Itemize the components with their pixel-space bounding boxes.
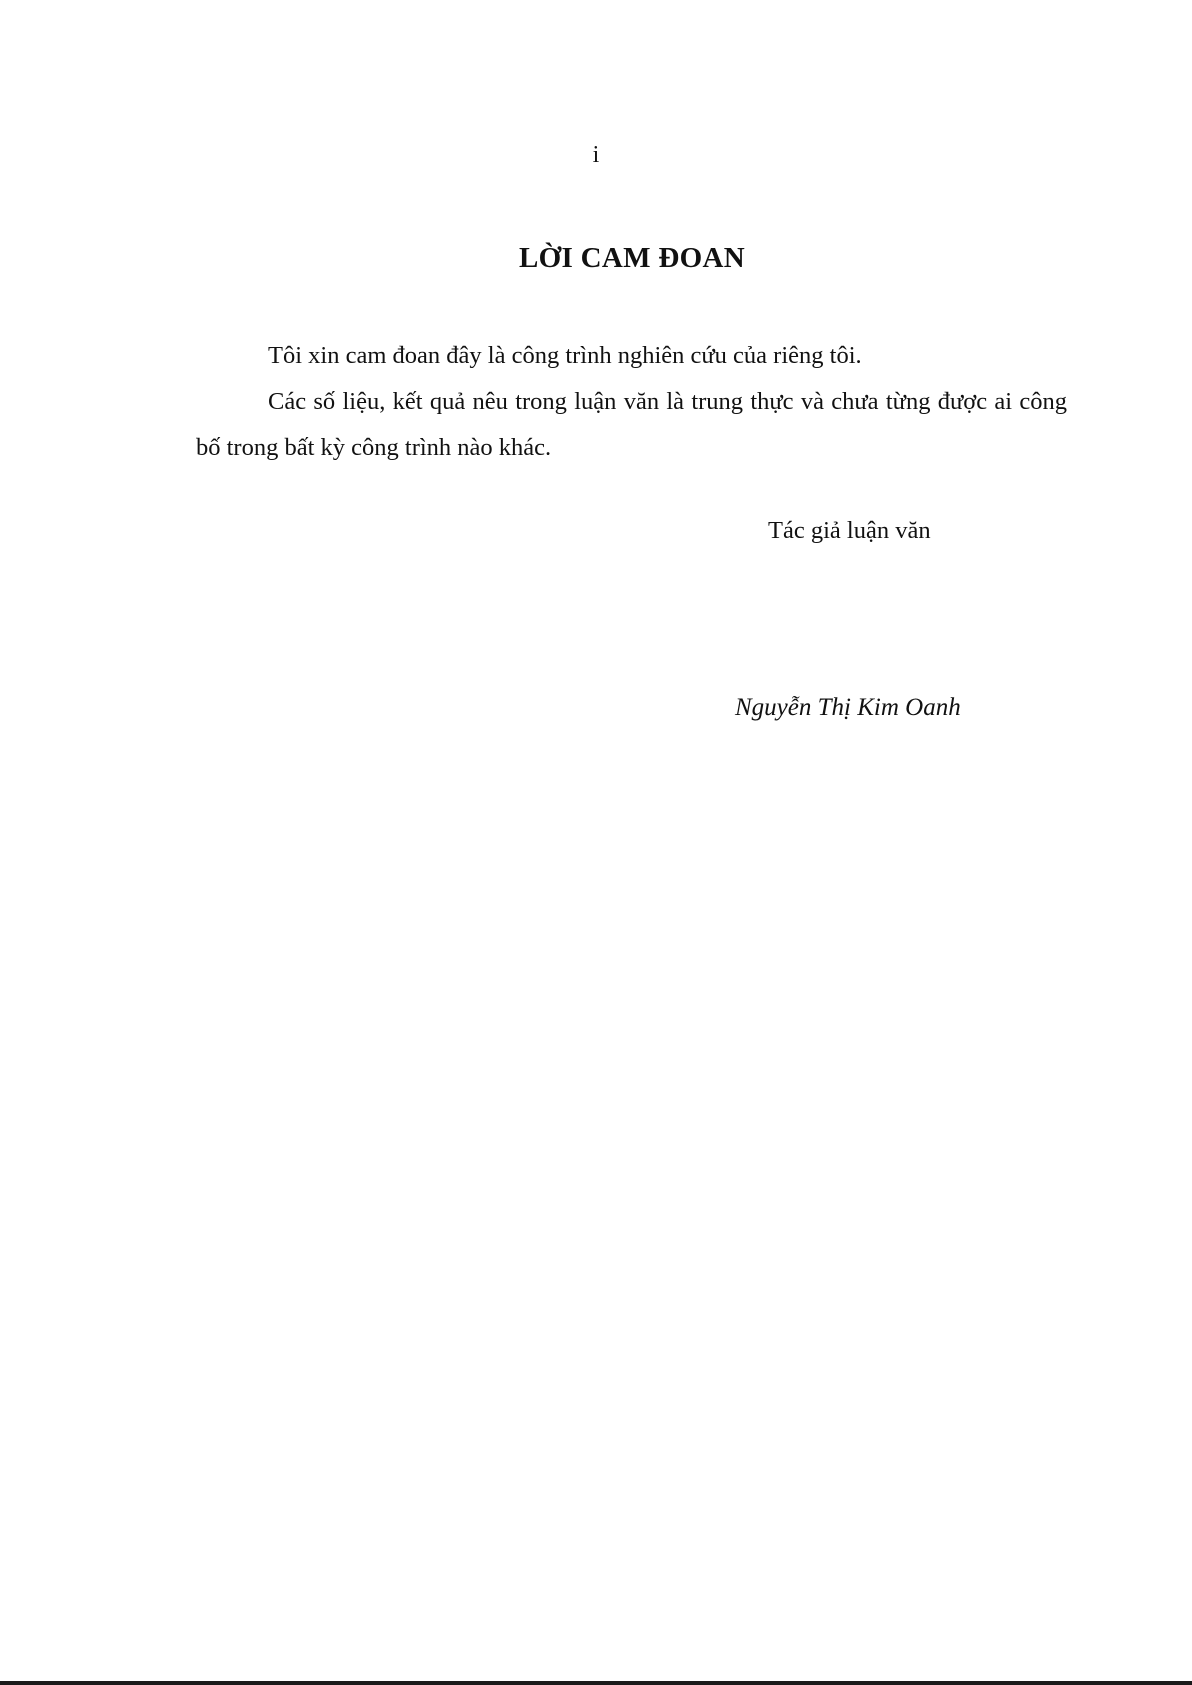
author-name: Nguyễn Thị Kim Oanh: [735, 694, 961, 721]
declaration-paragraph: Các số liệu, kết quả nêu trong luận văn là trung thực và chưa từng được ai công bố trong bất kỳ công trình nào khác.: [196, 388, 1067, 461]
author-label: Tác giả luận văn: [768, 517, 931, 544]
declaration-body: [196, 333, 1067, 471]
page-number: i: [592, 142, 600, 168]
declaration-paragraph: Tôi xin cam đoan đây là công trình nghiên cứu của riêng tôi.: [268, 342, 862, 369]
page-title: LỜI CAM ĐOAN: [519, 242, 745, 274]
bottom-border: [0, 1681, 1192, 1685]
